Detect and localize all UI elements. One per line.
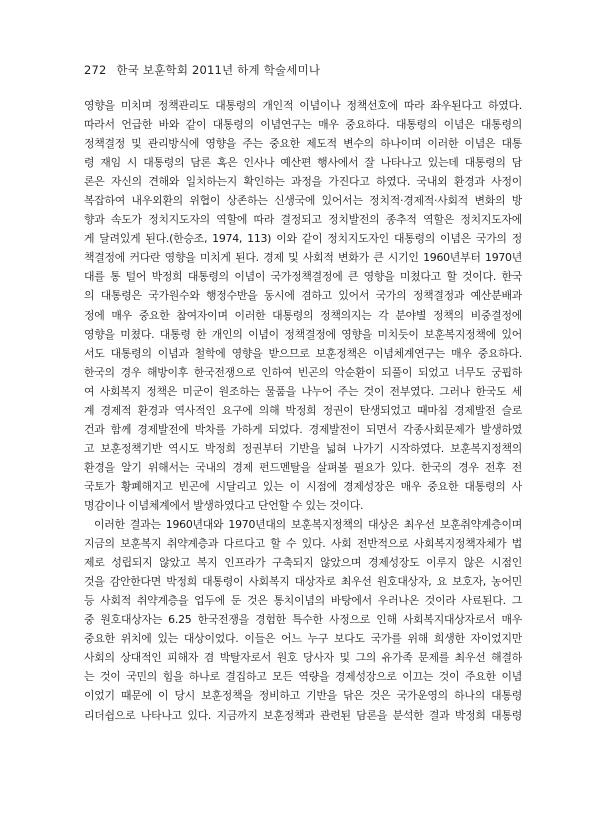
text-line: 대를 통 털어 박정희 대통령의 이념이 국가정책결정에 큰 영향을 미쳤다고 할 것이다. 한국 xyxy=(84,270,522,284)
text-line: 영향을 미쳤다. 대통령 한 개인의 이념이 정책결정에 영향을 미치듯이 보훈복지정책에 있어 xyxy=(84,327,522,341)
text-line: 등 사회적 취약계층을 업두에 둔 것은 통치이념의 바탕에서 우러나온 것이라 사료된다. 그 xyxy=(84,594,522,608)
text-line: 복잡하여 내우외환의 위협이 상존하는 신생국에 있어서는 정치적·경제적·사회적 변화의 방 xyxy=(84,194,522,208)
page-number: 272 xyxy=(84,63,107,77)
text-line: 계 경제적 환경과 역사적인 요구에 의해 박정희 정권이 탄생되었고 때마침 경제발전 슬로 xyxy=(84,403,522,417)
seminar-title: 한국 보훈학회 2011년 하계 학술세미나 xyxy=(116,63,321,77)
text-line: 제로 성립되지 않았고 복지 인프라가 구축되지 않았으며 경제성장도 이루지 않은 시점인 xyxy=(84,556,522,570)
text-line: 고 보훈정책기반 역시도 박정희 정권부터 기반을 넓혀 나가기 시작하였다. 보훈복지정책의 xyxy=(84,441,522,455)
text-line: 향과 속도가 정치지도자의 역할에 따라 결정되고 정치발전의 종추적 역할은 정치지도자에 xyxy=(84,213,522,227)
text-line: 는 것이 국민의 힘을 하나로 결집하고 모든 역량을 경제성장으로 이끄는 것이 주요한 이념 xyxy=(84,670,522,684)
text-line: 지금의 보훈복지 취약계층과 다르다고 할 수 있다. 사회 전반적으로 사회복지정책자체가 법 xyxy=(84,537,522,551)
text-line: 명감이나 이념체계에서 발생하였다고 단언할 수 있는 것이다. xyxy=(84,498,364,512)
text-line: 이었기 때문에 이 당시 보훈정책을 정비하고 기반을 닦은 것은 국가운영의 하나의 대통령 xyxy=(84,689,522,703)
text-line: 중 원호대상자는 6.25 한국전쟁을 경험한 특수한 사정으로 인해 사회복지대상자로서 매우 xyxy=(84,613,522,627)
text-line: 중요한 위치에 있는 대상이었다. 이들은 어느 누구 보다도 국가를 위해 희생한 자이었지만 xyxy=(84,632,522,646)
text-line: 사회의 상대적인 피해자 겸 박탈자로서 원호 당사자 및 그의 유가족 문제를 최우선 해결하 xyxy=(84,651,522,665)
text-line: 영향을 미치며 정책관리도 대통령의 개인적 이념이나 정책선호에 따라 좌우된다고 하였다. xyxy=(84,99,522,112)
text-line: 정책결정 및 관리방식에 영향을 주는 중요한 제도적 변수의 하나이며 이러한 이념은 대통 xyxy=(84,137,522,151)
running-header xyxy=(84,62,320,78)
text-line: 이러한 결과는 1960년대와 1970년대의 보훈복지정책의 대상은 최우선 보훈취약계층이며 xyxy=(94,518,522,532)
text-line: 환경을 알기 위해서는 국내의 경제 펀드멘탈을 살펴볼 필요가 있다. 한국의 경우 전후 전 xyxy=(84,460,522,474)
text-line: 건과 함께 경제발전에 박차를 가하게 되었다. 경제발전이 되면서 각종사회문제가 발생하였 xyxy=(84,422,522,436)
text-line: 책결정에 커다란 영향을 미치게 된다. 경제 및 사회적 변화가 큰 시기인 1960년부터 1970년 xyxy=(84,251,522,265)
text-line: 리더쉽으로 나타나고 있다. 지금까지 보훈정책과 관련된 담론을 분석한 결과 박정희 대통령 xyxy=(84,708,522,722)
paragraph-1 xyxy=(84,96,522,515)
text-line: 서도 대통령의 이념과 철학에 영향을 받으므로 보훈정책은 이념체계연구는 매우 중요하다. xyxy=(84,346,522,360)
text-line: 것을 감안한다면 박정희 대통령이 사회복지 대상자로 최우선 원호대상자, 요 보호자, 농어민 xyxy=(84,575,522,589)
text-line: 국토가 황폐해지고 빈곤에 시달리고 있는 이 시점에 경제성장은 매우 중요한 대통령의 사 xyxy=(84,479,522,493)
text-line: 한국의 경우 해방이후 한국전쟁으로 인하여 빈곤의 악순환이 되풀이 되었고 너무도 궁핍하 xyxy=(84,365,522,379)
text-line: 정에 매우 중요한 참여자이며 이러한 대통령의 정책의지는 각 분야별 정책의 비중결정에 xyxy=(84,308,522,322)
text-line: 론은 자신의 견해와 일치하는지 확인하는 과정을 가진다고 하였다. 국내외 환경과 사정이 xyxy=(84,175,522,189)
text-line: 의 대통령은 국가원수와 행정수반을 동시에 겸하고 있어서 국가의 정책결정과 예산분배과 xyxy=(84,289,522,303)
body-text xyxy=(84,96,522,725)
text-line: 령 재임 시 대통령의 담론 혹은 인사나 예산편 행사에서 잘 나타나고 있는데 대통령의 담 xyxy=(84,156,522,170)
text-line: 따라서 언급한 바와 같이 대통령의 이념연구는 매우 중요하다. 대통령의 이념은 대통령의 xyxy=(84,118,522,132)
text-line: 게 달려있게 된다.(한승조, 1974, 113) 이와 같이 정치지도자인 대통령의 이념은 국가의 정 xyxy=(84,232,522,246)
text-line: 여 사회복지 정책은 미군이 원조하는 물품을 나누어 주는 것이 전부였다. 그러나 한국도 세 xyxy=(84,384,522,398)
paragraph-2 xyxy=(84,515,522,725)
